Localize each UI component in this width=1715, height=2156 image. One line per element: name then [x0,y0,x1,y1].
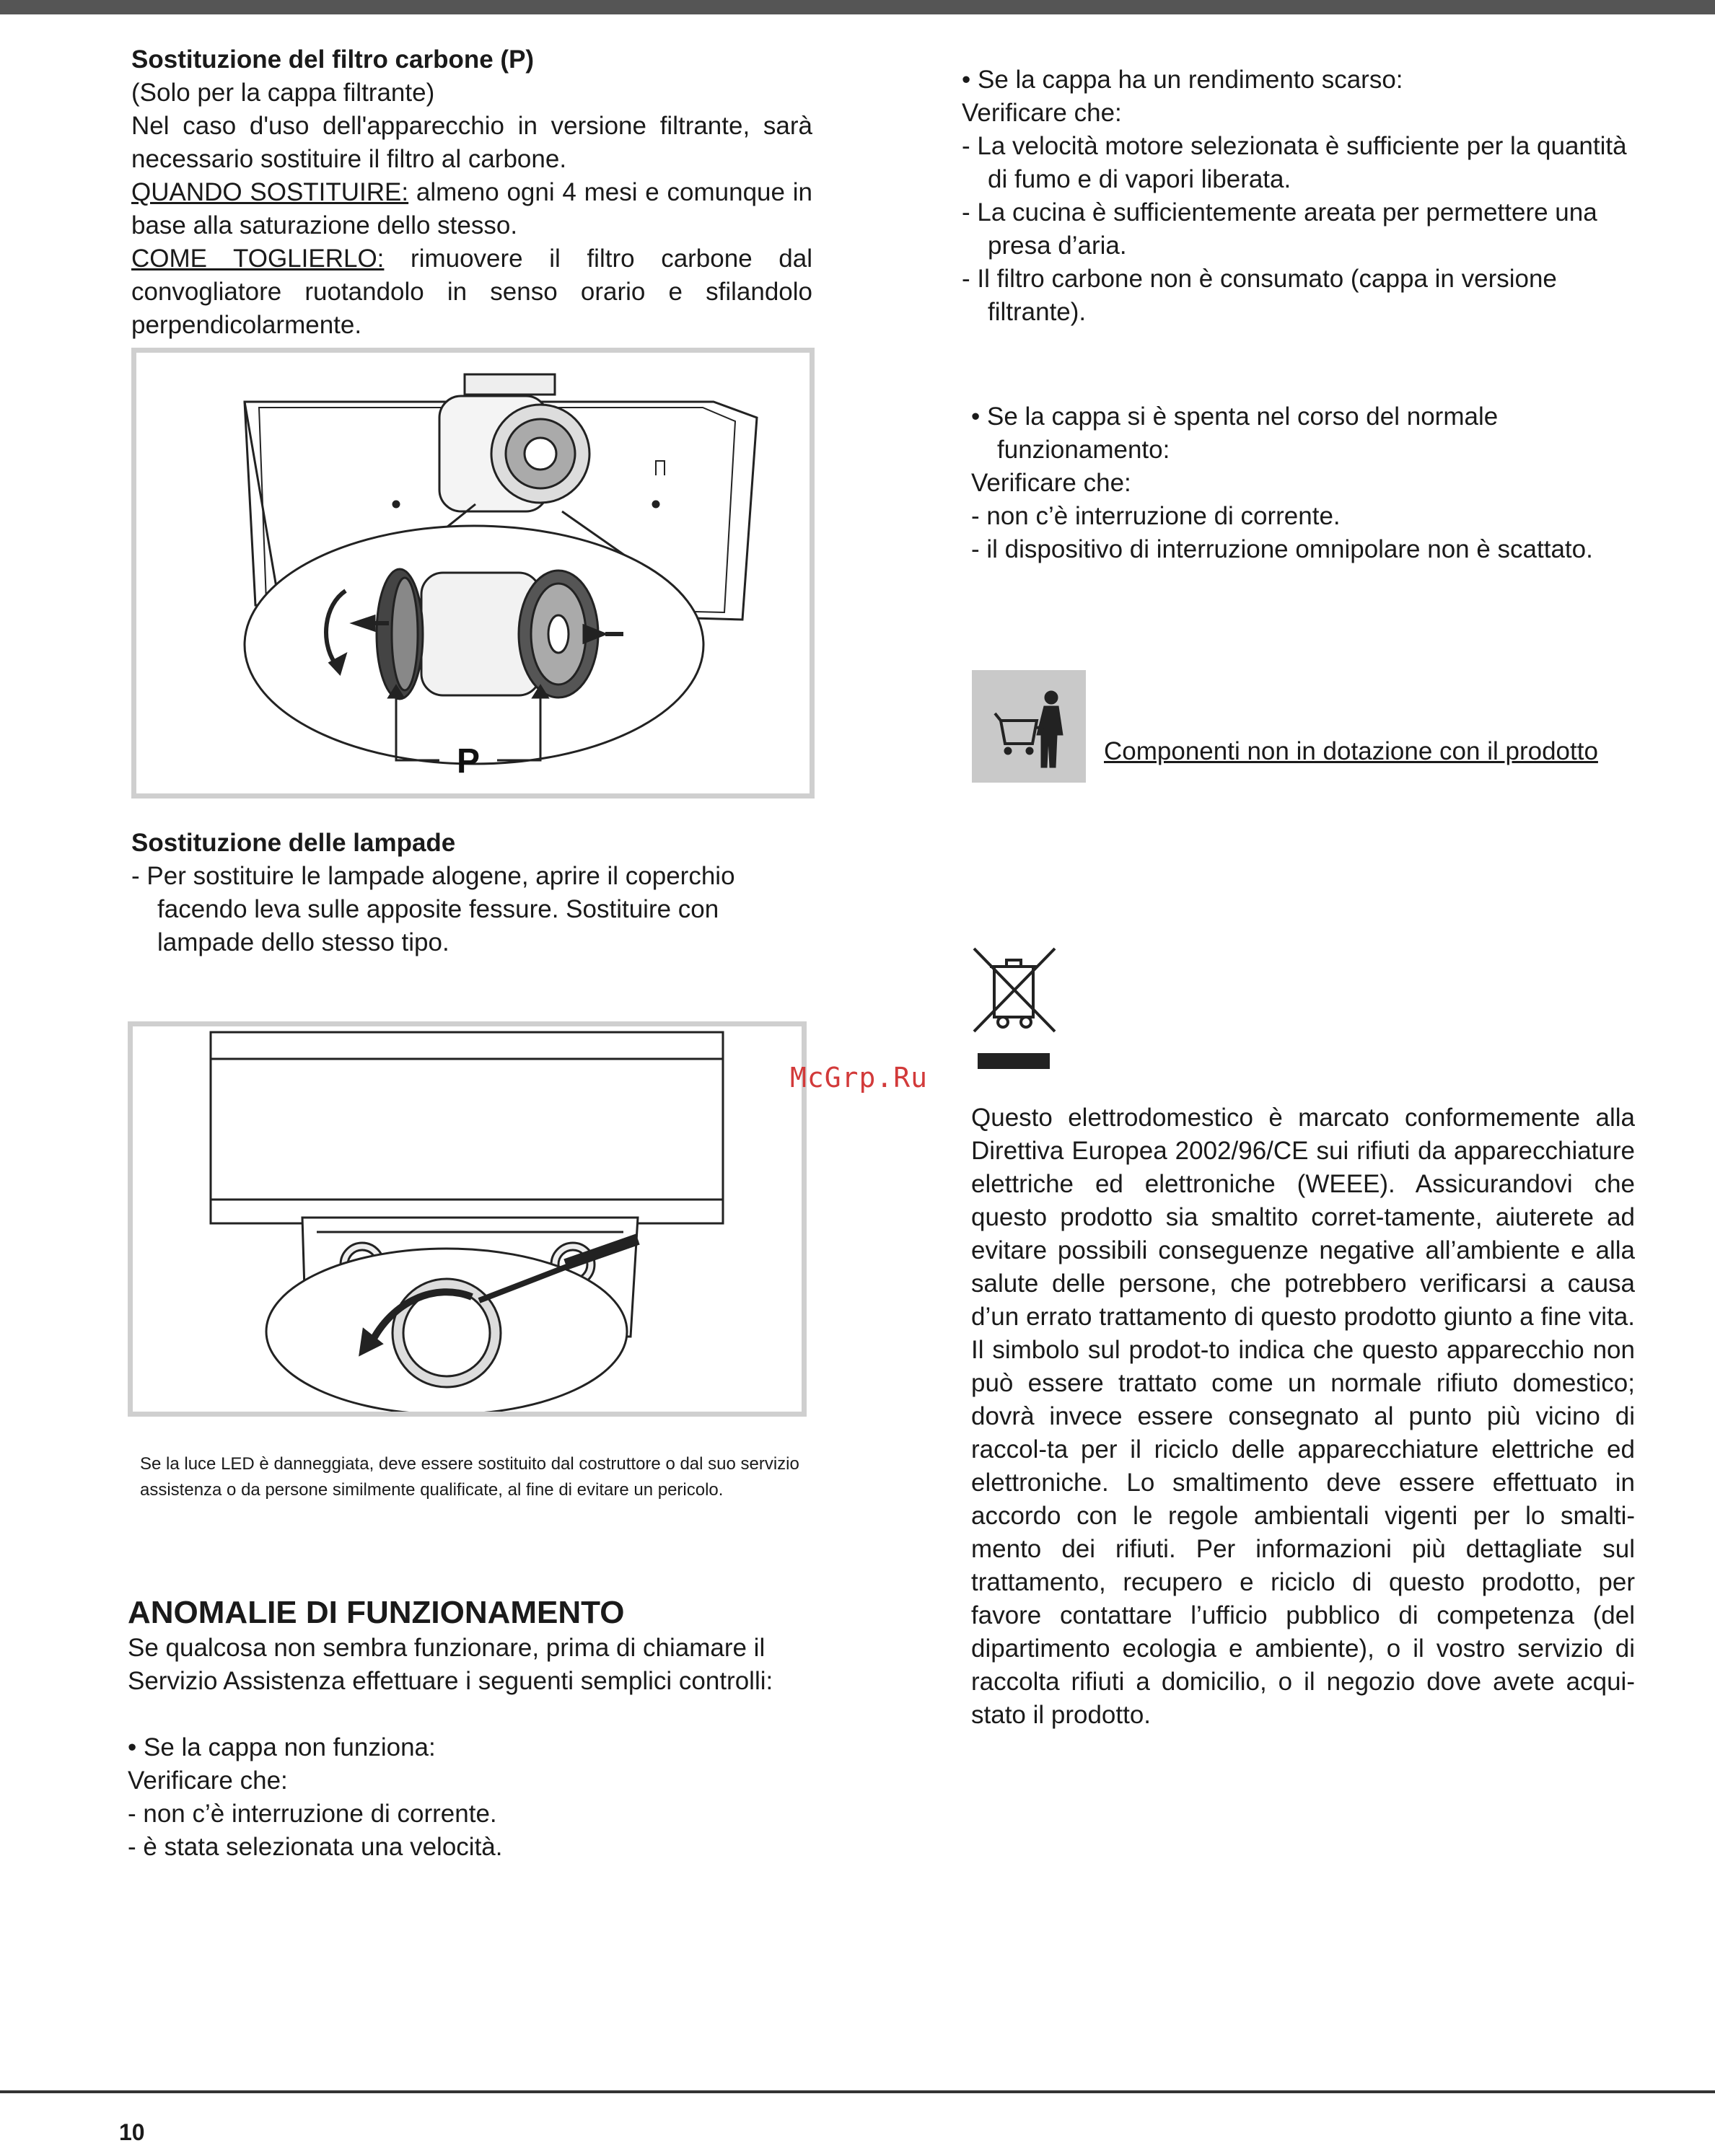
anomaly-case-not-working: • Se la cappa non funziona: [128,1733,436,1761]
weee-bin-icon [967,941,1061,1075]
carbon-filter-when [131,176,812,242]
anomaly-check-item: - non c’è interruzione di corrente. [128,1800,497,1828]
off-check-label: Verificare che: [971,469,1131,497]
carbon-filter-title: Sostituzione del filtro carbone (P) [131,45,535,74]
poor-check-label: Verificare che: [962,99,1122,127]
components-not-included: Componenti non in dotazione con il prodotto [1104,737,1598,765]
off-check-item: - il dispositivo di interruzione omnipolare non è scattato. [971,535,1593,563]
when-text: almeno ogni 4 mesi e comunque in base alla saturazione dello stesso. [131,178,812,239]
anomaly-check-label: Verificare che: [128,1766,288,1795]
poor-performance-section [962,63,1636,329]
weee-text: Questo elettrodomestico è marcato conformemente alla Direttiva Europea 2002/96/CE sui rifiuti da apparecchiature elettriche ed elettroniche (WEEE). Assicurandovi che questo prodotto sia smaltito corret-tamente, aiuterete ad evitare possibili conseguenze negative all’ambiente e alla salute delle persone, che potrebbero verificarsi a causa d’un errato trattamento di questo prodotto giunto a fine vita. Il simbolo sul prodot-to indica che questo apparecchio non può essere trattato come un normale rifiuto domestico; dovrà invece essere consegnato al punto più vicino di raccol-ta per il riciclo delle apparecchiature elettriche ed elettroniche. Lo smaltimento deve essere effettuato in accordo con le regole ambientali vigenti per lo smalti-mento dei rifiuti. Per informazioni più dettagliate sul trattamento, recupero e riciclo di questo prodotto, per favore contattare l’ufficio pubblico di competenza (del dipartimento ecologia e ambiente), o il vostro servizio di raccolta rifiuti a domicilio, o il negozio dove avete acqui-stato il prodotto. [971,1104,1635,1729]
poor-check-item: - Il filtro carbone non è consumato (cappa in versione filtrante). [962,265,1557,326]
anomalies-title: ANOMALIE DI FUNZIONAMENTO [128,1595,625,1630]
lamps-instruction: - Per sostituire le lampade alogene, aprire il coperchio facendo leva sulle apposite fessure. Sostituire con lampade dello stesso tipo. [131,862,735,956]
led-note [140,1451,811,1503]
carbon-filter-section [131,43,812,342]
carbon-filter-how [131,242,812,342]
lamp-drawing [133,1026,802,1412]
lamp-figure [128,1021,807,1417]
footer-rule [0,2090,1715,2093]
page-number: 10 [119,2119,145,2145]
weee-section [971,1101,1635,1732]
lamps-title: Sostituzione delle lampade [131,829,456,857]
switched-off-section [971,400,1635,566]
how-text: rimuovere il filtro carbone dal convogliatore ruotandolo in senso orario e sfilandolo perpendicolarmente. [131,245,812,339]
lamps-section [131,827,812,959]
anomaly-check-item: - è stata selezionata una velocità. [128,1833,503,1861]
how-label: COME TOGLIERLO: [131,245,385,273]
figure-p-label: P [456,742,481,780]
carbon-filter-figure [131,348,815,798]
carbon-filter-intro: Nel caso d'uso dell'apparecchio in versione filtrante, sarà necessario sostituire il filtro al carbone. [131,112,812,173]
poor-performance-bullet: • Se la cappa ha un rendimento scarso: [962,66,1403,94]
poor-check-item: - La cucina è sufficientemente areata per permettere una presa d’aria. [962,198,1597,260]
anomalies-section [128,1594,806,1864]
when-label: QUANDO SOSTITUIRE: [131,178,409,206]
hood-filter-drawing [136,353,810,793]
carbon-filter-note: (Solo per la cappa filtrante) [131,79,435,107]
shopping-cart-icon [972,670,1086,783]
switched-off-bullet: • Se la cappa si è spenta nel corso del normale funzionamento: [971,402,1499,464]
off-check-item: - non c’è interruzione di corrente. [971,502,1341,530]
led-note-text: Se la luce LED è danneggiata, deve essere sostituito dal costruttore o dal suo servizio assistenza o da persone similmente qualificate, al fine di evitare un pericolo. [140,1454,799,1500]
top-bar [0,0,1715,14]
poor-check-item: - La velocità motore selezionata è sufficiente per la quantità di fumo e di vapori liberata. [962,132,1627,193]
anomalies-intro: Se qualcosa non sembra funzionare, prima di chiamare il Servizio Assistenza effettuare i seguenti semplici controlli: [128,1634,773,1695]
watermark: McGrp.Ru [790,1062,929,1094]
